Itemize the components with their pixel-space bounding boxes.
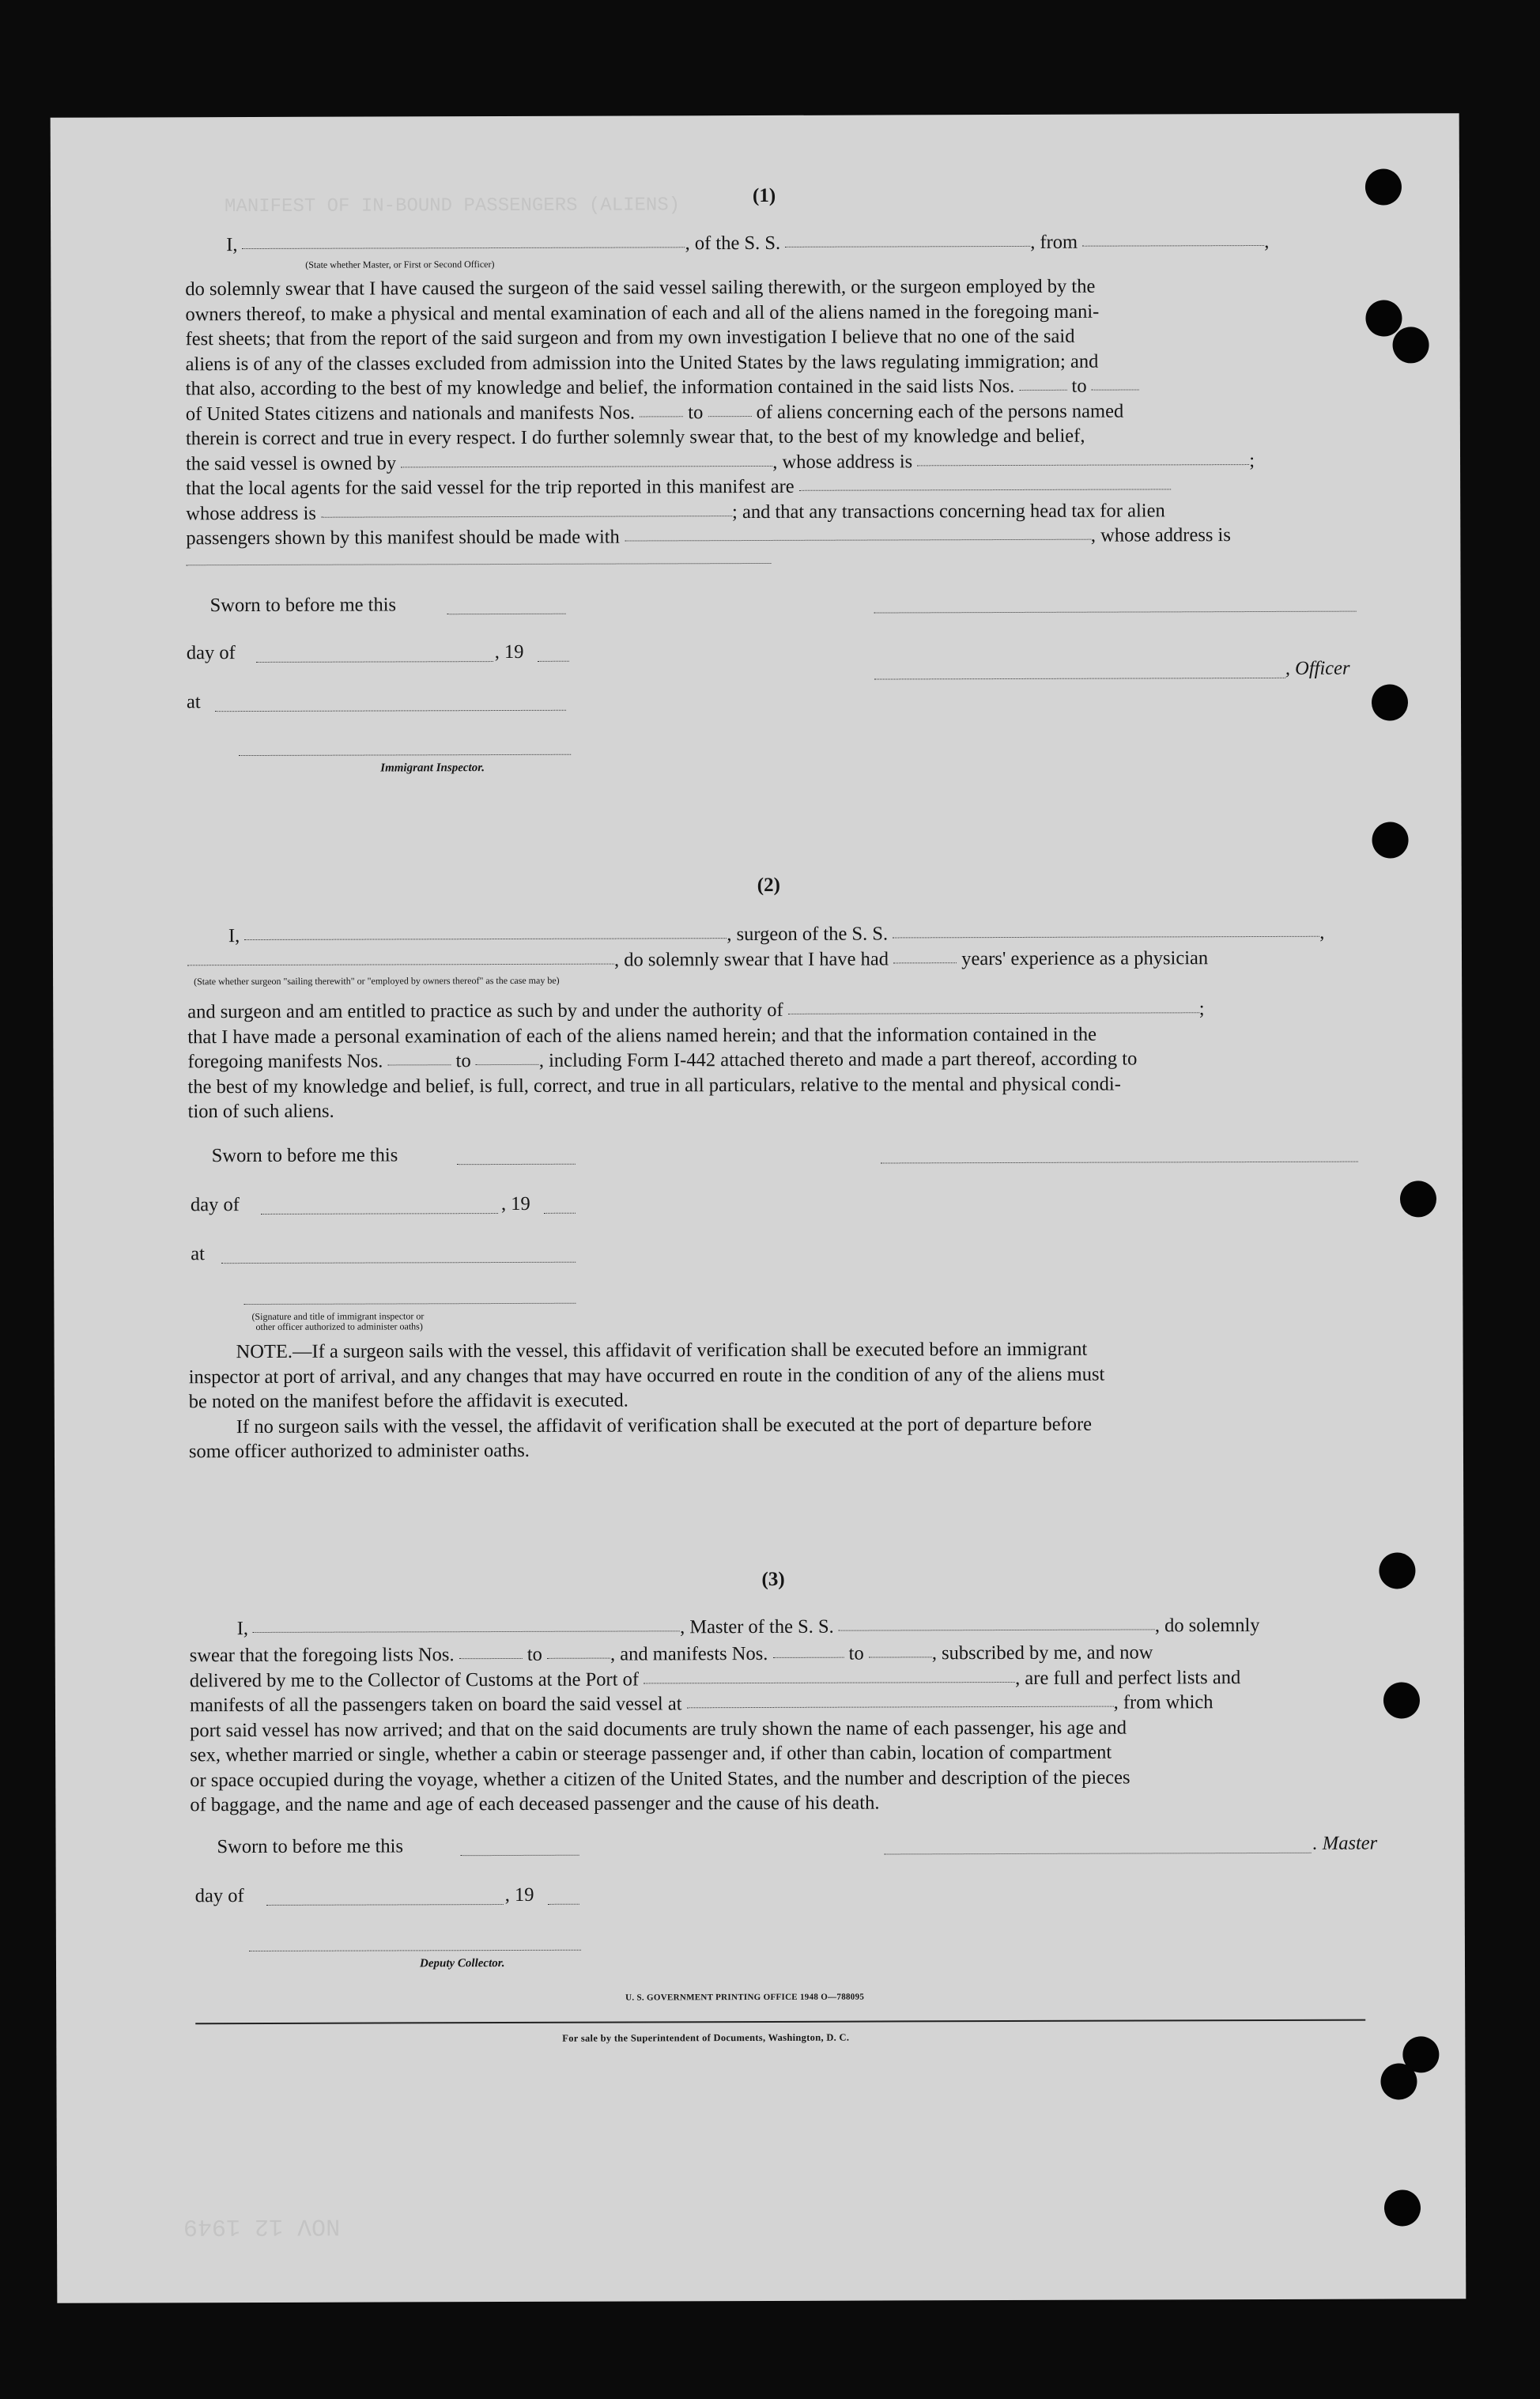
section-2-body [187,996,1357,1124]
year-label-2: , 19 [500,1192,530,1215]
officer-rank-field[interactable] [243,246,685,249]
master-label: . Master [1312,1832,1378,1854]
punch-hole [1372,822,1408,858]
body-line: therein is correct and true in every respect. I do further solemnly swear that, to the best of my knowledge and belief, [185,425,1085,450]
officer-title-field[interactable] [874,677,1285,680]
surgeon-status-caption: (State whether surgeon "sailing therewith" or "employed by owners thereof" as the case may be) [194,974,560,988]
section-3-oath-header: I, , Master of the S. S. , do solemnly [236,1615,1260,1640]
place-field-2[interactable] [221,1261,576,1264]
collector-signature-field[interactable] [249,1949,581,1951]
master-signature-field[interactable] [885,1852,1312,1855]
section-1-oath-header: I, , of the S. S. , from , [226,230,1270,256]
day-of-label-3: day of [194,1885,244,1907]
body-line: delivered by me to the Collector of Customs at the Port of , are full and perfect lists and [189,1666,1241,1691]
section-3-body [190,1640,1361,1818]
body-line: whose address is ; and that any transactions concerning head tax for alien [186,499,1165,524]
manifest-to-field-2[interactable] [476,1063,539,1065]
from-label: , from [1030,231,1078,253]
authority-field[interactable] [788,1011,1199,1014]
punch-hole [1365,168,1402,205]
sworn-label-1: Sworn to before me this [209,594,397,617]
surgeon-name-field[interactable] [244,937,727,940]
punch-hole [1372,684,1408,720]
officer-signature-field-2[interactable] [243,1302,576,1305]
officer-rank-caption: (State whether Master, or First or Second Officer) [305,259,495,270]
note-line: some officer authorized to administer oaths. [188,1439,530,1463]
body-line: manifests of all the passengers taken on board the said vessel at , from which [189,1691,1214,1717]
punch-hole [1384,2189,1421,2226]
sworn-label-3: Sworn to before me this [217,1835,404,1858]
body-line: owners thereof, to make a physical and mental examination of each and all of the aliens named in the foregoing mani- [185,300,1100,325]
body-line: port said vessel has now arrived; and that on the said documents are truly shown the name of each passenger, his age and [190,1717,1127,1741]
sig-caption-line-2: other officer authorized to administer oaths) [255,1320,423,1332]
at-label-2: at [191,1243,205,1265]
body-line: and surgeon and am entitled to practice as such by and under the authority of ; [187,998,1205,1023]
boarding-port-field[interactable] [687,1706,1114,1709]
punch-hole [1380,2063,1417,2099]
section-2-years-line: , do solemnly swear that I have had years' experience as a physician [187,947,1373,973]
at-label-1: at [186,691,201,713]
sworn-date-field-3[interactable] [461,1854,579,1856]
sworn-date-field-1[interactable] [447,613,566,614]
sig-caption-line-1: (Signature and title of immigrant inspector or [251,1310,425,1323]
manifest-to-field-3[interactable] [869,1656,932,1657]
body-line: that also, according to the best of my knowledge and belief, the information contained in the said lists Nos. to [186,373,1356,402]
body-line: of baggage, and the name and age of each deceased passenger and the cause of his death. [190,1792,880,1816]
body-line: sex, whether married or single, whether a cabin or steerage passenger and, if other than cabin, location of compartment [190,1741,1112,1766]
bleed-through-stamp: NOV 12 1949 [183,2212,341,2240]
manifest-from-field-2[interactable] [388,1063,451,1065]
list-no-to-field-3[interactable] [547,1657,610,1659]
body-line: do solemnly swear that I have caused the surgeon of the said vessel sailing therewith, or the surgeon employed by the [185,275,1096,300]
body-line: or space occupied during the voyage, whether a citizen of the United States, and the number and description of the pieces [190,1766,1130,1791]
inspector-signature-field[interactable] [239,754,571,756]
body-line: that I have made a personal examination of each of the aliens named herein; and that the information contained in the [187,1023,1097,1048]
year-field-2[interactable] [544,1212,576,1214]
manifest-no-from-field[interactable] [640,415,683,417]
head-tax-address-field[interactable] [186,562,771,565]
body-line: that the local agents for the said vessel for the trip reported in this manifest are [186,473,1356,501]
punch-hole [1400,1181,1436,1217]
list-no-from-field-3[interactable] [459,1657,523,1659]
from-port-field[interactable] [1082,244,1264,247]
body-line: the best of my knowledge and belief, is full, correct, and true in all particulars, relative to the mental and physical condi- [187,1073,1121,1097]
sworn-label-2: Sworn to before me this [211,1144,398,1167]
manifest-no-to-field[interactable] [708,415,751,417]
of-ss-label: , of the S. S. [685,232,781,255]
bleed-through-header: MANIFEST OF IN-BOUND PASSENGERS (ALIENS) [224,195,681,218]
year-label-1: , 19 [494,640,524,663]
punch-hole [1365,300,1402,336]
head-tax-party-field[interactable] [625,538,1091,542]
punch-hole [1383,1682,1420,1718]
sworn-date-field-2[interactable] [457,1163,576,1165]
printing-office-line: U. S. GOVERNMENT PRINTING OFFICE 1948 O—788095 [625,1992,865,2003]
day-of-label-1: day of [186,642,236,664]
note-line: be noted on the manifest before the affidavit is executed. [188,1389,628,1413]
officer-signature-field[interactable] [874,610,1357,614]
month-field-2[interactable] [261,1212,498,1215]
body-line: tion of such aliens. [187,1100,334,1123]
section-1-number: (1) [752,184,776,207]
for-sale-line: For sale by the Superintendent of Documents, Washington, D. C. [562,2031,850,2044]
surgeon-status-field[interactable] [187,963,614,966]
section-1-body [185,274,1356,551]
owner-address-field[interactable] [917,463,1249,466]
punch-hole [1379,1552,1415,1589]
collector-caption: Deputy Collector. [419,1957,505,1970]
master-name-field[interactable] [253,1630,680,1633]
i-label: I, [226,234,238,256]
section-3-number: (3) [761,1568,785,1590]
place-field-1[interactable] [215,709,566,712]
local-agents-field[interactable] [799,488,1171,490]
month-field-3[interactable] [266,1903,504,1906]
list-no-from-field[interactable] [1019,389,1066,391]
note-line: NOTE.—If a surgeon sails with the vessel, this affidavit of verification shall be executed before an immigrant [236,1338,1088,1363]
month-field-1[interactable] [256,660,493,663]
section-2-number: (2) [757,874,780,897]
note-line: If no surgeon sails with the vessel, the affidavit of verification shall be executed at the port of departure before [236,1413,1093,1438]
section-2-oath-header: I, , surgeon of the S. S. , [228,921,1325,947]
year-field-3[interactable] [548,1903,579,1905]
body-line: foregoing manifests Nos. to , including Form I-442 attached thereto and made a part thereof, according to [187,1048,1138,1073]
day-of-label-2: day of [190,1194,240,1216]
body-line: aliens is of any of the classes excluded from admission into the United States by the laws regulating immigration; and [185,350,1099,375]
year-label-3: , 19 [504,1883,534,1906]
note-block [189,1336,1359,1464]
body-line: of United States citizens and nationals and manifests Nos. to of aliens concerning each of the persons named [185,400,1124,425]
agents-address-field[interactable] [321,515,732,518]
years-experience-field[interactable] [893,961,957,963]
body-line: passengers shown by this manifest should be made with , whose address is [186,524,1231,550]
port-field[interactable] [644,1680,1015,1683]
officer-label: , Officer [1285,657,1350,679]
year-field-1[interactable] [538,660,569,662]
manifest-from-field-3[interactable] [772,1657,844,1658]
surgeon-signature-field[interactable] [881,1161,1358,1164]
punch-hole [1393,327,1429,363]
manifest-page [51,113,1466,2303]
vessel-name-field[interactable] [785,245,1030,247]
owner-field[interactable] [401,464,772,467]
body-line: the said vessel is owned by , whose address is ; [185,449,1255,474]
list-no-to-field[interactable] [1092,388,1139,390]
body-line: fest sheets; that from the report of the said surgeon and from my own investigation I believe that no one of the said [185,325,1075,350]
footer-rule [195,2019,1365,2025]
note-line: inspector at port of arrival, and any changes that may have occurred en route in the condition of any of the aliens must [188,1363,1105,1388]
body-line: swear that the foregoing lists Nos. to , and manifests Nos. to , subscribed by me, and now [189,1642,1153,1667]
vessel-name-field-2[interactable] [893,935,1319,939]
vessel-name-field-3[interactable] [839,1628,1155,1630]
inspector-caption: Immigrant Inspector. [380,761,485,775]
